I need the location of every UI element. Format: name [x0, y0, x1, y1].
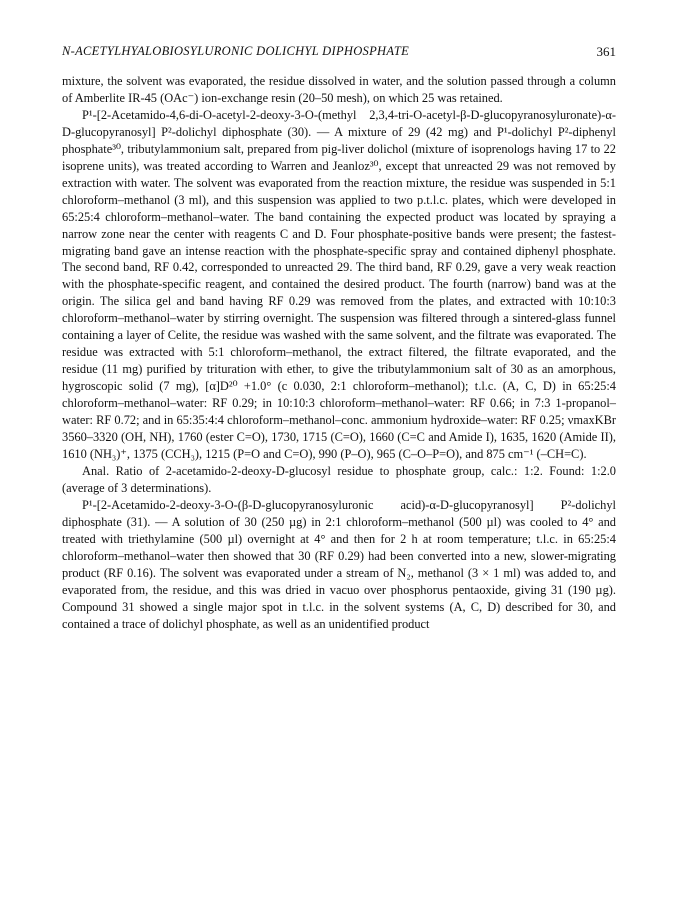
paragraph-4 — [62, 497, 616, 633]
paragraph-text: P¹-[2-Acetamido-2-deoxy-3-O-(β-D-glucopyranosyluronic acid)-α-D-glucopyranosyl] P²-dolichyl diphosphate (31). — A solution of 30 (250 µg) in 2:1 chloroform–methanol (500 µl) was cooled to 4° and treated with triethylamine (500 µl) overnight at 4° and then for 2 h at room temperature; t.l.c. in 65:25:4 chloroform–methanol–water then showed that 30 (RF 0.29) had been converted into a new, slower-migrating product (RF 0.16). The solvent was evaporated under a stream of N₂, methanol (3 × 1 ml) was added to, and evaporated from, the residue, and this was dried in vacuo over phosphorus pentaoxide, giving 31 (190 µg). Compound 31 showed a single major spot in t.l.c. in the solvent systems (A, C, D) described for 30, and contained a trace of dolichyl phosphate, as well as an unidentified product — [62, 497, 616, 631]
paragraph-text: Anal. Ratio of 2-acetamido-2-deoxy-D-glucosyl residue to phosphate group, calc.: 1:2. Found: 1:2.0 (average of 3 determinations). — [62, 463, 616, 495]
paragraph-2 — [62, 107, 616, 463]
running-title: N-ACETYLHYALOBIOSYLURONIC DOLICHYL DIPHOSPHATE — [62, 44, 410, 58]
article-body — [62, 73, 616, 632]
paragraph-1 — [62, 73, 616, 107]
running-header — [62, 44, 616, 62]
paragraph-text: mixture, the solvent was evaporated, the residue dissolved in water, and the solution passed through a column of Amberlite IR-45 (OAc⁻) ion-exchange resin (20–50 mesh), on which 25 was retained. — [62, 74, 616, 105]
paragraph-3 — [62, 463, 616, 497]
page-number: 361 — [596, 44, 616, 59]
paragraph-text: P¹-[2-Acetamido-4,6-di-O-acetyl-2-deoxy-3-O-(methyl 2,3,4-tri-O-acetyl-β-D-glucopyranosyluronate)-α-D-glucopyranosyl] P²-dolichyl diphosphate (30). — A mixture of 29 (42 mg) and P¹-dolichyl P²-diphenyl phosphate³⁰, tributylammonium salt, prepared from pig-liver dolichol (mixture of isoprenologs having 17 to 22 isoprene units), was treated according to Warren and Jeanloz³⁰, except that unreacted 29 was not removed by extraction with water. The solvent was evaporated from the reaction mixture, the residue was suspended in 5:1 chloroform–methanol (3 ml), and this suspension was applied to two p.t.l.c. plates, which were developed in 65:25:4 chloroform–methanol–water. The band containing the expected product was located by spraying a narrow zone near the center with reagents C and D. Four phosphate-positive bands were present; the fastest-migrating band gave an intense reaction with the phosphate-specific spray and contained diphenyl phosphate. The second band, RF 0.42, corresponded to unreacted 29. The third band, RF 0.29, gave a very weak reaction with the phosphate-specific reagent, and contained the desired product. The fourth (narrow) band was at the origin. The silica gel and band having RF 0.29 was removed from the plates, and extracted with 10:10:3 chloroform–methanol–water by stirring overnight. The suspension was filtered through a sintered-glass funnel containing a layer of Celite, the residue was washed with the same solvent, and the filtrate was evaporated. The residue was extracted with 5:1 chloroform–methanol, the extract filtered, the filtrate evaporated, and the residue (11 mg) purified by trituration with ether, to give the tributylammonium salt of 30 as an amorphous, hygroscopic solid (7 mg), [α]D²⁰ +1.0° (c 0.030, 2:1 chloroform–methanol); t.l.c. (A, C, D) in 65:25:4 chloroform–methanol–water: RF 0.29; in 10:10:3 chloroform–methanol–water: RF 0.66; in 7:3 1-propanol–water: RF 0.72; and in 65:35:4:4 chloroform–methanol–conc. ammonium hydroxide–water: RF 0.25; νmaxKBr 3560–3320 (OH, NH), 1760 (ester C=O), 1730, 1715 (C=O), 1660 (C=C and Amide I), 1635, 1620 (Amide II), 1610 (NH₃)⁺, 1375 (CCH₃), 1215 (P=O and C=O), 990 (P–O), 965 (C–O–P=O), and 875 cm⁻¹ (–CH=C). — [62, 107, 616, 461]
